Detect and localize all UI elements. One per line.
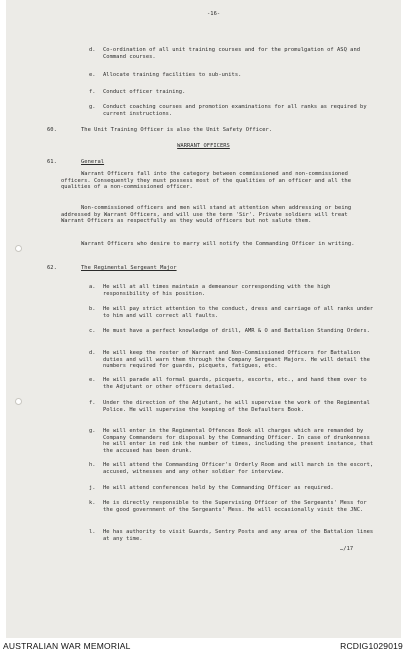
item-text: He will keep the roster of Warrant and Non-Commissioned Officers for Battalion duties and will warn them through the Company Sergeant Majors. He will detail the numbers required for guards, picquets, fatigues, etc. (103, 350, 370, 370)
item-text: He is directly responsible to the Supervising Officer of the Sergeants' Mess for the good government of the Sergeants' Mess. He will occasionally visit the JNC. (103, 500, 367, 513)
item-letter: a. (89, 284, 96, 290)
section-title: WARRANT OFFICERS (177, 143, 230, 149)
item-letter: f. (89, 89, 96, 95)
item-letter: f. (89, 400, 96, 406)
item-letter: e. (89, 377, 96, 383)
item-text: He has authority to visit Guards, Sentry Posts and any area of the Battalion lines at any time. (103, 529, 374, 542)
item-text: Conduct coaching courses and promotion examinations for all ranks as required by current instructions. (103, 104, 367, 117)
paragraph-text: The Unit Training Officer is also the Unit Safety Officer. (81, 127, 273, 133)
item-letter: j. (89, 485, 96, 491)
item-text: He will attend conferences held by the Commanding Officer as required. (103, 485, 334, 491)
document-body (6, 0, 401, 638)
item-text: He will pay strict attention to the conduct, dress and carriage of all ranks under to him and will correct all faults. (103, 306, 374, 319)
continuation-mark: …/17 (340, 546, 354, 552)
item-text: Conduct officer training. (103, 89, 186, 95)
archive-footer (0, 638, 407, 654)
paragraph-number: 60. (47, 127, 57, 133)
archive-reference: RCDIG1029019 (340, 641, 403, 651)
item-text: Co-ordination of all unit training courses and for the promulgation of ASQ and Command courses. (103, 47, 361, 60)
item-letter: c. (89, 328, 96, 334)
item-letter: g. (89, 104, 96, 110)
paragraph-text: Non-commissioned officers and men will stand at attention when addressing or being addressed by Warrant Officers, and will use the term 'Sir'. Private soldiers will treat Warrant Officers as respectfully as they would officers but not salute them. (61, 205, 352, 225)
item-text: He will at all times maintain a demeanour corresponding with the high responsibility of his position. (103, 284, 331, 297)
item-letter: b. (89, 306, 96, 312)
item-letter: d. (89, 47, 96, 53)
item-letter: h. (89, 462, 96, 468)
item-letter: d. (89, 350, 96, 356)
item-text: Under the direction of the Adjutant, he will supervise the work of the Regimental Police. He will supervise the keeping of the Defaulters Book. (103, 400, 370, 413)
paragraph-number: 62. (47, 265, 57, 271)
paragraph-text: Warrant Officers fall into the category between commissioned and non-commissioned officers. Consequently they must possess most of the qualities of an officer and all the qualities of a non-commissioned officer. (61, 171, 351, 191)
item-text: He will attend the Commanding Officer's Orderly Room and will march in the escort, accused, witnesses and any other soldier for interview. (103, 462, 374, 475)
paragraph-heading: General (81, 159, 105, 165)
page-number: -16- (207, 11, 221, 17)
archive-name: AUSTRALIAN WAR MEMORIAL (3, 641, 131, 651)
item-letter: e. (89, 72, 96, 78)
paragraph-text: Warrant Officers who desire to marry will notify the Commanding Officer in writing. (81, 241, 355, 247)
paragraph-number: 61. (47, 159, 57, 165)
item-text: He will enter in the Regimental Offences Book all charges which are remanded by Company Commanders for disposal by the Commanding Officer. In case of drunkenness he will enter in red ink the number of times, including the present instance, that the accused has been drunk. (103, 428, 374, 454)
document-page (6, 0, 401, 638)
item-text: Allocate training facilities to sub-units. (103, 72, 242, 78)
item-letter: g. (89, 428, 96, 434)
item-text: He will parade all formal guards, picquets, escorts, etc., and hand them over to the Adjutant or other officers detailed. (103, 377, 367, 390)
item-letter: l. (89, 529, 96, 535)
item-letter: k. (89, 500, 96, 506)
paragraph-heading: The Regimental Sergeant Major (81, 265, 177, 271)
item-text: He must have a perfect knowledge of drill, AMR & O and Battalion Standing Orders. (103, 328, 370, 334)
